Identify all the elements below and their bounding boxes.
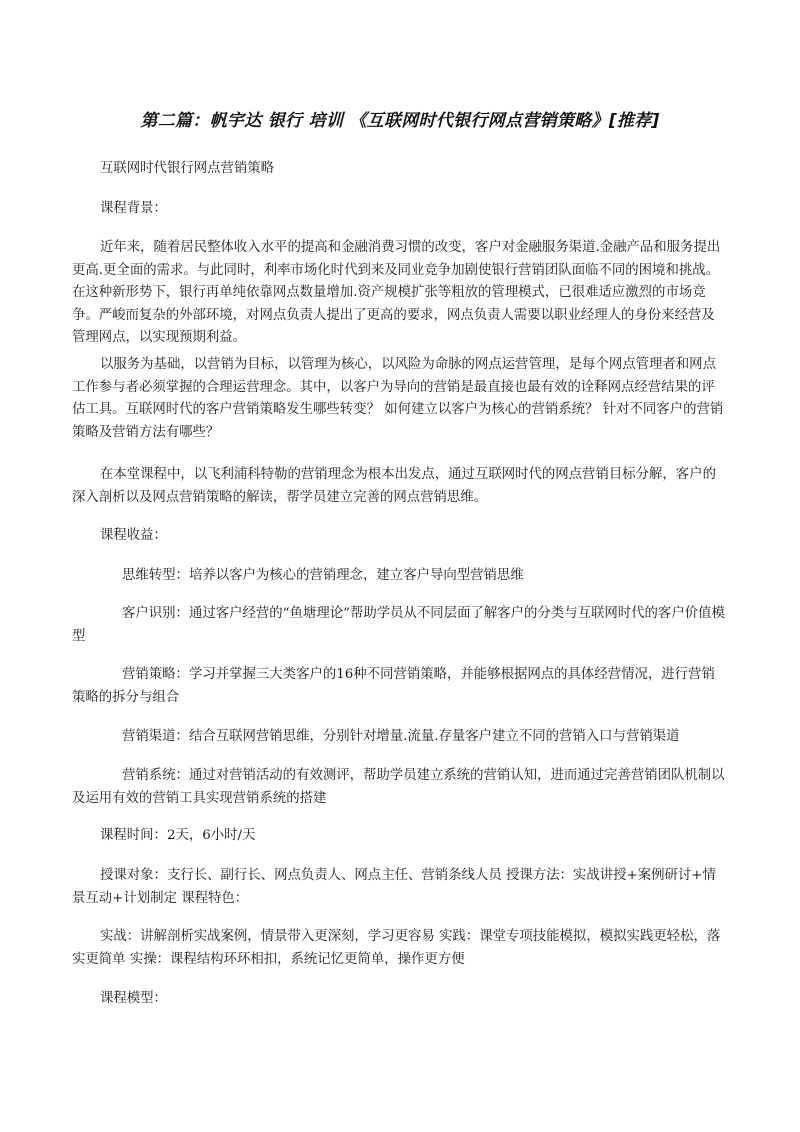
paragraph-features: 实战：讲解剖析实战案例，情景带入更深刻，学习更容易 实践：课堂专项技能模拟，模拟实践更轻松，落实更简单 实操：课程结构环环相扣，系统记忆更简单，操作更方便 — [72, 929, 721, 967]
paragraph-subtitle: 互联网时代银行网点营销策略 — [100, 161, 275, 176]
paragraph-audience: 授课对象：支行长、副行长、网点负责人、网点主任、营销条线人员 授课方法：实战讲授+案例研讨+情景互动+计划制定 课程特色： — [72, 868, 716, 906]
paragraph-background-2: 以服务为基础，以营销为目标，以管理为核心，以风险为命脉的网点运营管理，是每个网点管理者和网点工作参与者必须掌握的合理运营理念。其中，以客户为导向的营销是最直接也最有效的诠释网点经营结果的评估工具。互联网时代的客户营销策略发生哪些转变？ 如何建立以客户为核心的营销系统？ 针对不同客户的营销策略及营销方法有哪些？ — [72, 357, 724, 440]
paragraph-benefit-mindset: 思维转型：培养以客户为核心的营销理念，建立客户导向型营销思维 — [122, 568, 524, 583]
paragraph-heading-benefits: 课程收益： — [100, 528, 167, 543]
paragraph-benefit-system: 营销系统：通过对营销活动的有效测评，帮助学员建立系统的营销认知，进而通过完善营销团队机制以及运用有效的营销工具实现营销系统的搭建 — [72, 768, 725, 806]
paragraph-benefit-channel: 营销渠道：结合互联网营销思维，分别针对增量.流量.存量客户建立不同的营销入口与营销渠道 — [122, 729, 680, 744]
paragraph-course-time: 课程时间：2天，6小时/天 — [100, 828, 256, 843]
paragraph-benefit-strategy: 营销策略：学习并掌握三大类客户的16种不同营销策略，并能够根据网点的具体经营情况，进行营销策略的拆分与组合 — [72, 667, 715, 705]
paragraph-background-1: 近年来，随着居民整体收入水平的提高和金融消费习惯的改变，客户对金融服务渠道.金融产品和服务提出更高.更全面的需求。与此同时，利率市场化时代到来及同业竞争加剧使银行营销团队面临不同的困境和挑战。在这种新形势下，银行再单纯依靠网点数量增加.资产规模扩张等粗放的管理模式，已很难适应激烈的市场竞争。严峻而复杂的外部环境，对网点负责人提出了更高的要求，网点负责人需要以职业经理人的身份来经营及管理网点，以实现预期利益。 — [72, 240, 721, 345]
paragraph-background-3: 在本堂课程中，以飞利浦科特勒的营销理念为根本出发点，通过互联网时代的网点营销目标分解，客户的深入剖析以及网点营销策略的解读，帮学员建立完善的网点营销思维。 — [72, 467, 716, 505]
paragraph-heading-background: 课程背景： — [100, 201, 167, 216]
document-title: 第二篇：帆宇达 银行 培训 《互联网时代银行网点营销策略》[推荐] — [140, 111, 660, 131]
paragraph-benefit-customer: 客户识别：通过客户经营的“鱼塘理论”帮助学员从不同层面了解客户的分类与互联网时代的客户价值模型 — [72, 606, 725, 644]
paragraph-heading-model: 课程模型： — [100, 991, 167, 1006]
